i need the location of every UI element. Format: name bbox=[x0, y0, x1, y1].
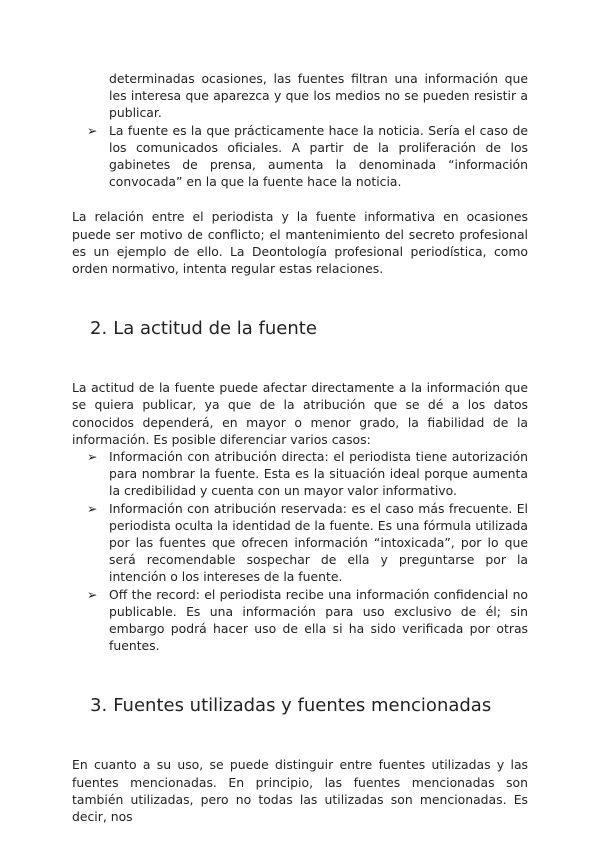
arrow-bullet-icon: ➢ bbox=[87, 449, 98, 465]
list-item: ➢ Off the record: el periodista recibe una información confidencial no publicable. Es una información para uso exclusivo de él; sin embargo podrá hacer uso de ella si ha sido verificada por otras fuentes. bbox=[87, 586, 528, 654]
arrow-bullet-icon: ➢ bbox=[87, 122, 98, 138]
attribution-list bbox=[87, 448, 528, 654]
section-heading bbox=[90, 317, 528, 341]
list-item: ➢ Información con atribución reservada: es el caso más frecuente. El periodista oculta la identidad de la fuente. Es una fórmula utilizada por las fuentes que ofrecen información “intoxicada”, por lo que será recomendable sospechar de ella y preguntarse por la intención o los intereses de la fuente. bbox=[87, 500, 528, 585]
section-title: La actitud de la fuente bbox=[113, 318, 317, 340]
paragraph: La actitud de la fuente puede afectar directamente a la información que se quiera publicar, ya que de la atribución que se dé a los datos conocidos dependerá, en mayor o menor grado, la fiabilidad de la información. Es posible diferenciar varios casos: bbox=[72, 380, 528, 447]
list-item: ➢ La fuente es la que prácticamente hace la noticia. Sería el caso de los comunicados oficiales. A partir de la proliferación de los gabinetes de prensa, aumenta la denominada “información convocada” en la que la fuente hace la noticia. bbox=[87, 122, 528, 190]
arrow-bullet-icon: ➢ bbox=[87, 500, 98, 516]
section-title: Fuentes utilizadas y fuentes mencionadas bbox=[113, 695, 492, 717]
arrow-bullet-icon: ➢ bbox=[87, 586, 98, 602]
paragraph: La relación entre el periodista y la fuente informativa en ocasiones puede ser motivo de conflicto; el mantenimiento del secreto profesional es un ejemplo de ello. La Deontología profesional periodística, como orden normativo, intenta regular estas relaciones. bbox=[72, 209, 528, 277]
section-number: 2. bbox=[90, 318, 108, 340]
list-item-continuation: determinadas ocasiones, las fuentes filtran una información que les interesa que aparezca y que los medios no se pueden resistir a publicar. bbox=[109, 71, 528, 121]
intro-list-items bbox=[87, 122, 528, 191]
section-heading bbox=[90, 694, 528, 718]
paragraph: En cuanto a su uso, se puede distinguir entre fuentes utilizadas y las fuentes mencionadas. En principio, las fuentes mencionadas son también utilizadas, pero no todas las utilizadas son mencionadas. Es decir, nos bbox=[72, 757, 528, 825]
intro-list bbox=[87, 70, 528, 122]
section-number: 3. bbox=[90, 695, 108, 717]
list-item: ➢ Información con atribución directa: el periodista tiene autorización para nombrar la fuente. Esta es la situación ideal porque aumenta la credibilidad y cuenta con un mayor valor informativo. bbox=[87, 449, 528, 499]
